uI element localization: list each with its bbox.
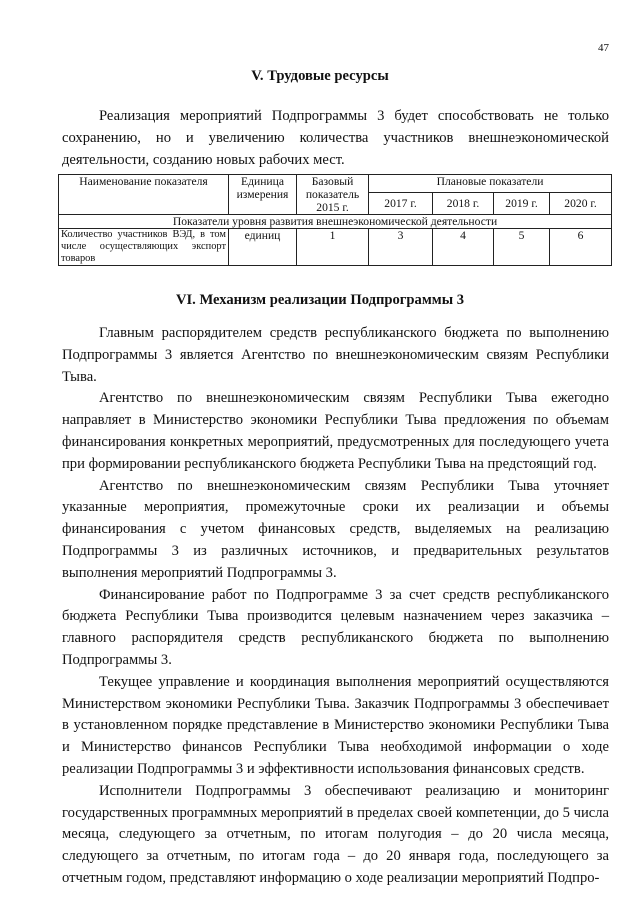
labor-resources-text	[62, 106, 609, 171]
header-base-value: Базовый показатель 2015 г.	[297, 175, 369, 215]
section-title-labor-resources: V. Трудовые ресурсы	[251, 68, 389, 84]
paragraph: Реализация мероприятий Подпрограммы 3 будет способствовать не только сохранению, но и увеличению количества участников внешнеэкономической деятельности, созданию новых рабочих мест.	[62, 108, 609, 168]
header-year: 2018 г.	[433, 192, 494, 215]
cell-unit: единиц	[229, 229, 297, 266]
cell-value: 4	[433, 229, 494, 266]
paragraph: Финансирование работ по Подпрограмме 3 за счет средств республиканского бюджета Республики Тыва производится целевым назначением через заказчика – главного распорядителя средств республиканского бюджета по выполнению Подпрограммы 3.	[62, 586, 609, 668]
cell-base-value: 1	[297, 229, 369, 266]
indicators-table	[58, 174, 612, 266]
implementation-mechanism-text	[62, 323, 609, 890]
cell-value: 5	[494, 229, 550, 266]
table-header-row	[59, 175, 612, 193]
header-year: 2017 г.	[369, 192, 433, 215]
table-row	[59, 229, 612, 266]
page-number: 47	[598, 42, 609, 54]
header-planned: Плановые показатели	[369, 175, 612, 193]
group-title: Показатели уровня развития внешнеэкономической деятельности	[59, 215, 612, 229]
header-year: 2020 г.	[550, 192, 612, 215]
paragraph: Агентство по внешнеэкономическим связям Республики Тыва уточняет указанные мероприятия, промежуточные сроки их реализации и объемы финансирования с учетом финансовых средств, выделяемых на реализацию Подпрограммы 3 из различных источников, и предварительных результатов выполнения мероприятий Подпрограммы 3.	[62, 477, 609, 581]
header-indicator-name: Наименование показателя	[59, 175, 229, 215]
cell-indicator-name: Количество участников ВЭД, в том числе осуществляющих экспорт товаров	[59, 229, 229, 266]
paragraph: Главным распорядителем средств республиканского бюджета по выполнению Подпрограммы 3 является Агентство по внешнеэкономическим связям Республики Тыва.	[62, 325, 609, 385]
paragraph: Текущее управление и координация выполнения мероприятий осуществляются Министерством экономики Республики Тыва. Заказчик Подпрограммы 3 обеспечивает в установленном порядке представление в Министерство экономики Республики Тыва и Министерство финансов Республики Тыва необходимой информации о ходе реализации Подпрограммы 3 и эффективности использования финансовых средств.	[62, 673, 609, 777]
paragraph: Исполнители Подпрограммы 3 обеспечивают реализацию и мониторинг государственных программных мероприятий в пределах своей компетенции, до 5 числа месяца, следующего за отчетным, по итогам полугодия – до 20 числа месяца, следующего за отчетным, по итогам года – до 20 января года, последующего за отчетным годом, представляют информацию о ходе реализации мероприятий Подпро-	[62, 782, 609, 886]
section-title-implementation-mechanism: VI. Механизм реализации Подпрограммы 3	[175, 292, 465, 308]
paragraph: Агентство по внешнеэкономическим связям Республики Тыва ежегодно направляет в Министерство экономики Республики Тыва предложения по объемам финансирования конкретных мероприятий, предусмотренных для последующего учета при формировании республиканского бюджета Республики Тыва на предстоящий год.	[62, 390, 609, 472]
cell-value: 3	[369, 229, 433, 266]
cell-value: 6	[550, 229, 612, 266]
header-unit: Единица измерения	[229, 175, 297, 215]
table-group-row	[59, 215, 612, 229]
header-year: 2019 г.	[494, 192, 550, 215]
